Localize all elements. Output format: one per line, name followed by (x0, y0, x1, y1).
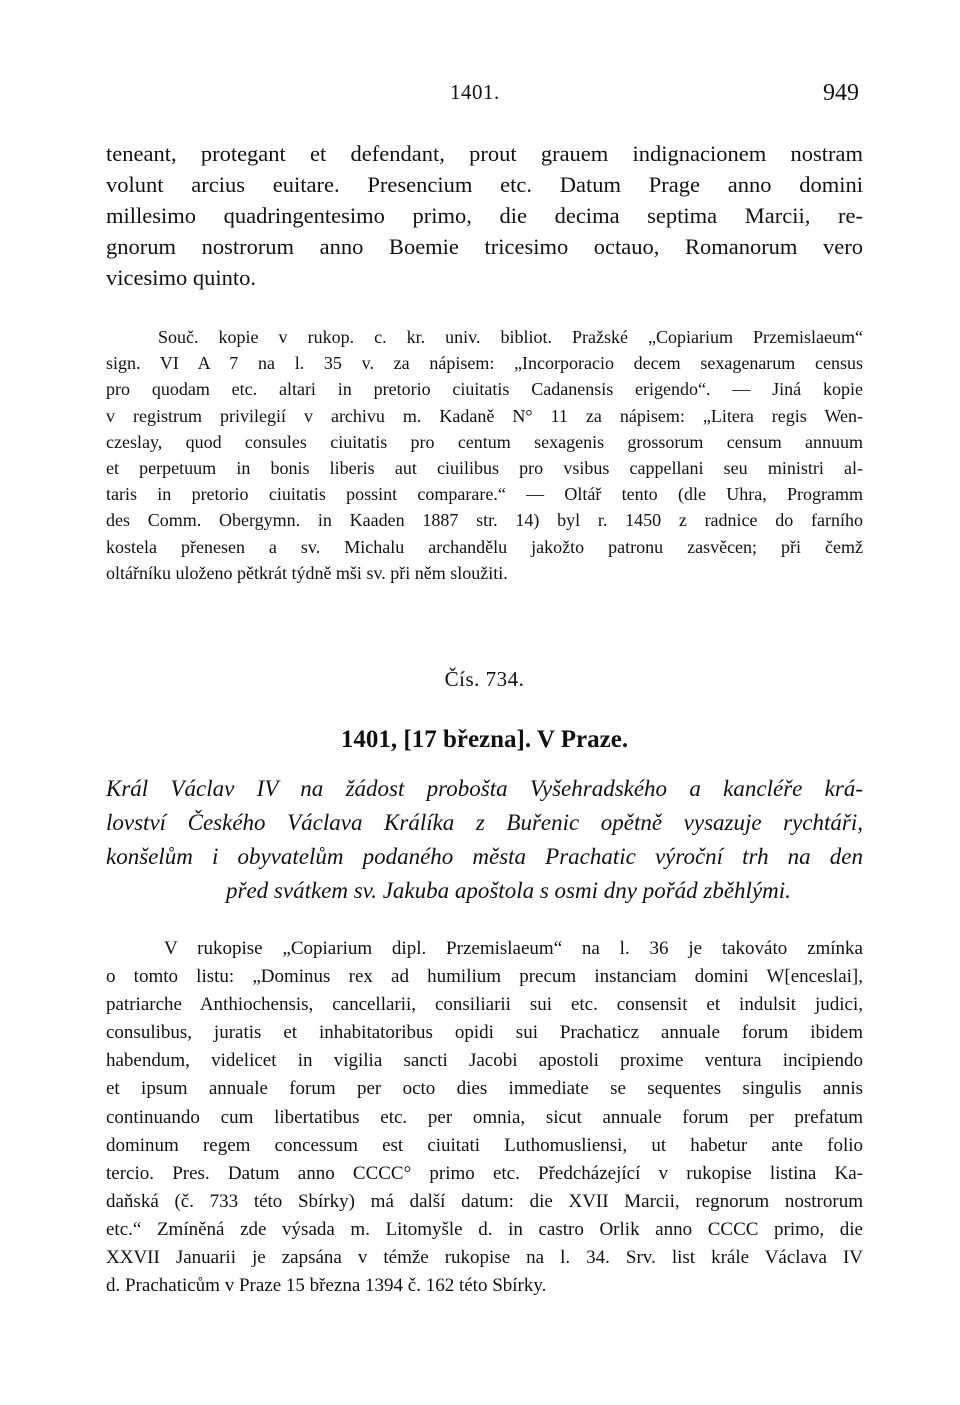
document-regest (106, 772, 863, 908)
text-line: vicesimo quinto. (106, 265, 256, 290)
document-text-continuation (106, 138, 863, 293)
regest-line: konšelům i obyvatelům podaného města Prachatic výroční trh na den (106, 844, 863, 869)
note-line: sign. VI A 7 na l. 35 v. za nápisem: „Incorporacio decem sexagenarum census (106, 353, 863, 374)
text-line: gnorum nostrorum anno Boemie tricesimo octauo, Romanorum vero (106, 234, 863, 259)
regest-line: před svátkem sv. Jakuba apoštola s osmi dny pořád zběhlými. (226, 878, 791, 903)
note-line: continuando cum libertatibus etc. per omnia, sicut annuale forum per prefatum (106, 1106, 863, 1128)
note-line: taris in pretorio ciuitatis possint comparare.“ — Oltář tento (dle Uhra, Programm (106, 484, 863, 505)
regest-line: lovství Českého Václava Králíka z Buřenic opětně vysazuje rychtáři, (106, 810, 863, 835)
text-line: volunt arcius euitare. Presencium etc. Datum Prage anno domini (106, 172, 863, 197)
note-line: daňská (č. 733 této Sbírky) má další datum: die XVII Marcii, regnorum nostrorum (106, 1190, 863, 1212)
manuscript-note (106, 935, 863, 1300)
note-line: pro quodam etc. altari in pretorio ciuitatis Cadanensis erigendo“. — Jiná kopie (106, 379, 863, 400)
note-line: o tomto listu: „Dominus rex ad humilium precum instanciam domini W[enceslai], (106, 966, 863, 988)
note-line: Souč. kopie v rukop. c. kr. univ. bibliot. Pražské „Copiarium Przemislaeum“ (158, 327, 863, 347)
running-head-year: 1401. (450, 80, 500, 104)
note-line: etc.“ Zmíněná zde výsada m. Litomyšle d. in castro Orlik anno CCCC primo, die (106, 1218, 863, 1240)
note-line: consulibus, juratis et inhabitatoribus opidi sui Prachaticz annuale forum ibidem (106, 1022, 863, 1044)
note-line: dominum regem concessum est ciuitati Luthomusliensi, ut habetur ante folio (106, 1134, 863, 1156)
note-line: et perpetuum in bonis liberis aut ciuilibus pro vsibus cappellani seu ministri al- (106, 458, 863, 479)
text-line: millesimo quadringentesimo primo, die decima septima Marcii, re- (106, 203, 863, 228)
note-line: des Comm. Obergymn. in Kaaden 1887 str. 14) byl r. 1450 z radnice do farního (106, 510, 863, 531)
note-line: kostela přenesen a sv. Michalu archandělu jakožto patronu zasvěcen; při čemž (106, 536, 863, 557)
text-line: teneant, protegant et defendant, prout grauem indignacionem nostram (106, 141, 863, 166)
note-line: v registrum privilegií v archivu m. Kadaně N° 11 za nápisem: „Litera regis Wen- (106, 405, 863, 426)
note-line: V rukopise „Copiarium dipl. Przemislaeum“ na l. 36 je takováto zmínka (164, 938, 863, 959)
note-line: patriarche Anthiochensis, cancellarii, consiliarii sui etc. consensit et indulsit judici, (106, 994, 863, 1016)
document-heading: 1401, [17 března]. V Praze. (340, 726, 629, 753)
note-line: et ipsum annuale forum per octo dies immediate se sequentes singulis annis (106, 1078, 863, 1100)
note-line: d. Prachaticům v Praze 15 března 1394 č. 162 této Sbírky. (106, 1275, 547, 1297)
note-line: XXVII Januarii je zapsána v témže rukopise na l. 34. Srv. list krále Václava IV (106, 1247, 863, 1269)
regest-line: Král Václav IV na žádost probošta Vyšehradského a kancléře krá- (106, 776, 863, 801)
note-line: tercio. Pres. Datum anno CCCC° primo etc. Předcházející v rukopise listina Ka- (106, 1162, 863, 1184)
note-line: habendum, videlicet in vigilia sancti Jacobi apostoli proxime ventura incipiendo (106, 1050, 863, 1072)
page-number: 949 (823, 80, 859, 106)
note-line: oltářníku uloženo pětkrát týdně mši sv. při něm sloužiti. (106, 562, 508, 583)
running-head (106, 80, 863, 110)
note-line: czeslay, quod consules ciuitatis pro centum sexagenis grossorum censum annuum (106, 431, 863, 452)
source-note (106, 324, 863, 586)
document-number: Čís. 734. (444, 667, 525, 691)
